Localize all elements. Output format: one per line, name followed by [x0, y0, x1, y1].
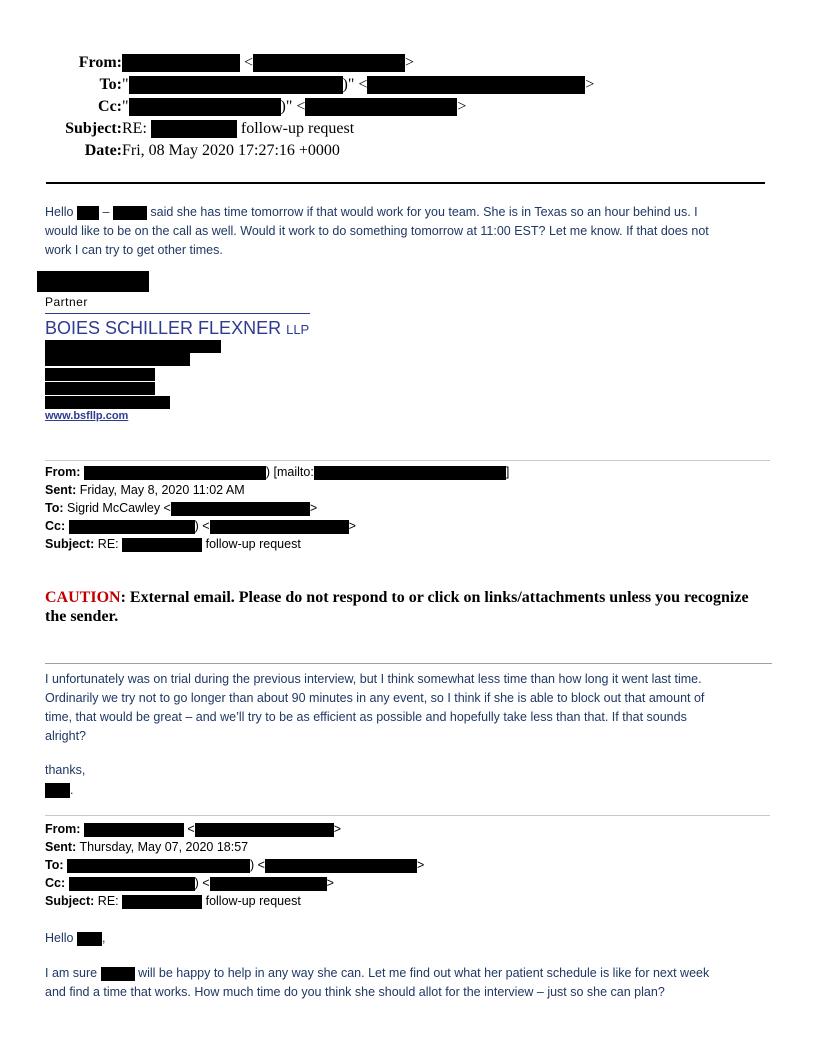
- header-divider: [46, 182, 765, 184]
- to-value: Sigrid McCawley <: [67, 501, 171, 515]
- message-divider: [45, 663, 772, 664]
- fwd1-sent-row: [45, 481, 509, 499]
- cc-label: Cc:: [45, 876, 66, 890]
- redaction-box: [122, 538, 202, 552]
- subject-text: follow-up request: [240, 120, 355, 137]
- angle-close: >: [326, 876, 334, 890]
- email-header: [40, 52, 780, 162]
- subject-prefix: RE:: [97, 894, 119, 908]
- sent-value: Thursday, May 07, 2020 18:57: [79, 840, 249, 854]
- redaction-box: [84, 823, 184, 837]
- fwd2-from-row: [45, 820, 424, 838]
- redaction-box: [314, 466, 506, 480]
- redaction-box: [210, 520, 349, 534]
- message-2-closing: thanks,: [45, 763, 86, 777]
- message-text: will be happy to help in any way she can. Let me find out what her patient schedule is like for next week: [138, 966, 710, 980]
- redaction-box: [45, 353, 190, 366]
- redaction-box: [171, 502, 310, 516]
- from-label: From:: [78, 54, 122, 71]
- angle-close: >: [333, 822, 342, 836]
- forward-divider: [45, 460, 770, 461]
- angle-close: >: [585, 76, 595, 93]
- quote-mark: ": [122, 98, 129, 115]
- firm-name: [45, 318, 309, 339]
- fwd2-subject-row: [45, 892, 424, 910]
- message-3-line-1: [45, 964, 709, 983]
- signature-divider: [45, 313, 310, 314]
- sent-label: Sent:: [45, 483, 77, 497]
- redaction-box: [37, 271, 149, 292]
- subject-text: follow-up request: [205, 894, 301, 908]
- redaction-box: [210, 877, 327, 891]
- sent-label: Sent:: [45, 840, 77, 854]
- forward-divider-2: [45, 815, 770, 816]
- period: .: [70, 783, 74, 797]
- subject-label: Subject:: [45, 894, 95, 908]
- fwd1-subject-row: [45, 535, 509, 553]
- redaction-box: [67, 859, 250, 873]
- subject-label: Subject:: [65, 120, 122, 137]
- message-1: [45, 203, 709, 260]
- redaction-box: [45, 783, 70, 798]
- message-2-line-3: time, that would be great – and we’ll try to be as efficient as possible and hopefully take less than that. If that sounds: [45, 710, 687, 724]
- subject-label: Subject:: [45, 537, 95, 551]
- external-email-caution: [45, 588, 775, 626]
- bracket-close: ]: [505, 465, 510, 479]
- message-2-line-2: Ordinarily we try not to go longer than about 90 minutes in any event, so I think if she is able to block out that amount of: [45, 691, 705, 705]
- date-label: Date:: [84, 142, 122, 159]
- comma: ,: [101, 931, 106, 945]
- header-date-row: [40, 140, 780, 162]
- redaction-box: [77, 206, 99, 220]
- sent-value: Friday, May 8, 2020 11:02 AM: [79, 483, 245, 497]
- fwd2-sent-row: [45, 838, 424, 856]
- message-3: [45, 964, 709, 1002]
- message-2-line-1: I unfortunately was on trial during the previous interview, but I think somewhat less time than how long it went last time.: [45, 672, 702, 686]
- angle-close: >: [309, 501, 318, 515]
- to-label: To:: [99, 76, 122, 93]
- signature-title: Partner: [45, 295, 88, 309]
- dash: –: [102, 205, 110, 219]
- to-address-open: ) <: [250, 858, 265, 872]
- header-to-row: [40, 74, 780, 96]
- redaction-box: [195, 823, 334, 837]
- header-from-row: [40, 52, 780, 74]
- message-2: [45, 670, 704, 746]
- fwd1-from-row: [45, 463, 509, 481]
- angle-open: <: [244, 54, 254, 71]
- angle-close: >: [457, 98, 467, 115]
- firm-suffix: LLP: [286, 322, 310, 337]
- redaction-box: [122, 895, 202, 909]
- message-text: I am sure: [45, 966, 98, 980]
- message-2-line-4: alright?: [45, 729, 86, 743]
- redaction-box: [69, 877, 195, 891]
- header-subject-row: [40, 118, 780, 140]
- greeting: Hello: [45, 205, 74, 219]
- fwd2-to-row: [45, 856, 424, 874]
- cc-address-open: ) <: [194, 519, 210, 533]
- redaction-box: [45, 368, 155, 381]
- message-1-line-1: [45, 203, 709, 222]
- from-label: From:: [45, 465, 81, 479]
- subject-prefix: RE:: [122, 120, 147, 137]
- subject-text: follow-up request: [205, 537, 301, 551]
- redaction-box: [367, 76, 585, 94]
- redaction-box: [129, 76, 343, 94]
- message-1-line-3: work I can try to get other times.: [45, 243, 223, 257]
- to-label: To:: [45, 858, 64, 872]
- firm-name-text: BOIES SCHILLER FLEXNER: [45, 318, 282, 338]
- fwd2-cc-row: [45, 874, 424, 892]
- cc-address-open: )" <: [280, 98, 306, 115]
- message-text: said she has time tomorrow if that would work for you team. She is in Texas so an hour behind us. I: [150, 205, 698, 219]
- caution-text-2: the sender.: [45, 608, 119, 625]
- caution-text: : External email. Please do not respond to or click on links/attachments unless you recognize: [120, 589, 749, 606]
- message-3-line-2: and find a time that works. How much time do you think she should allot for the interview – just so she can plan?: [45, 985, 665, 999]
- forward-1-header: [45, 463, 509, 553]
- redaction-box: [77, 932, 102, 946]
- date-value: Fri, 08 May 2020 17:27:16 +0000: [122, 142, 340, 159]
- redaction-box: [113, 206, 147, 220]
- subject-prefix: RE:: [97, 537, 119, 551]
- message-1-line-2: would like to be on the call as well. Would it work to do something tomorrow at 11:00 EST? Let me know. If that does not: [45, 224, 709, 238]
- redaction-box: [69, 520, 195, 534]
- message-2-signoff: [45, 781, 73, 800]
- to-address-open: )" <: [342, 76, 368, 93]
- fwd1-to-row: [45, 499, 509, 517]
- caution-word: CAUTION: [45, 589, 121, 606]
- redaction-box: [45, 396, 170, 409]
- redaction-box: [45, 382, 155, 395]
- forward-2-header: [45, 820, 424, 910]
- quote-mark: ": [122, 76, 129, 93]
- header-cc-row: [40, 96, 780, 118]
- angle-close: >: [405, 54, 415, 71]
- redaction-box: [151, 120, 237, 138]
- mailto-text: ) [mailto:: [265, 465, 314, 479]
- fwd1-cc-row: [45, 517, 509, 535]
- redaction-box: [305, 98, 457, 116]
- redaction-box: [101, 967, 135, 981]
- from-label: From:: [45, 822, 81, 836]
- angle-open: <: [187, 822, 195, 836]
- redaction-box: [122, 54, 240, 72]
- firm-website-link[interactable]: www.bsfllp.com: [45, 410, 129, 422]
- redaction-box: [253, 54, 405, 72]
- cc-label: Cc:: [98, 98, 122, 115]
- redaction-box: [45, 340, 221, 353]
- cc-address-open: ) <: [194, 876, 210, 890]
- greeting: Hello: [45, 931, 74, 945]
- redaction-box: [265, 859, 417, 873]
- redaction-box: [84, 466, 266, 480]
- cc-label: Cc:: [45, 519, 66, 533]
- message-3-greeting: [45, 929, 105, 948]
- angle-close: >: [348, 519, 356, 533]
- redaction-box: [129, 98, 281, 116]
- angle-close: >: [416, 858, 425, 872]
- to-label: To:: [45, 501, 64, 515]
